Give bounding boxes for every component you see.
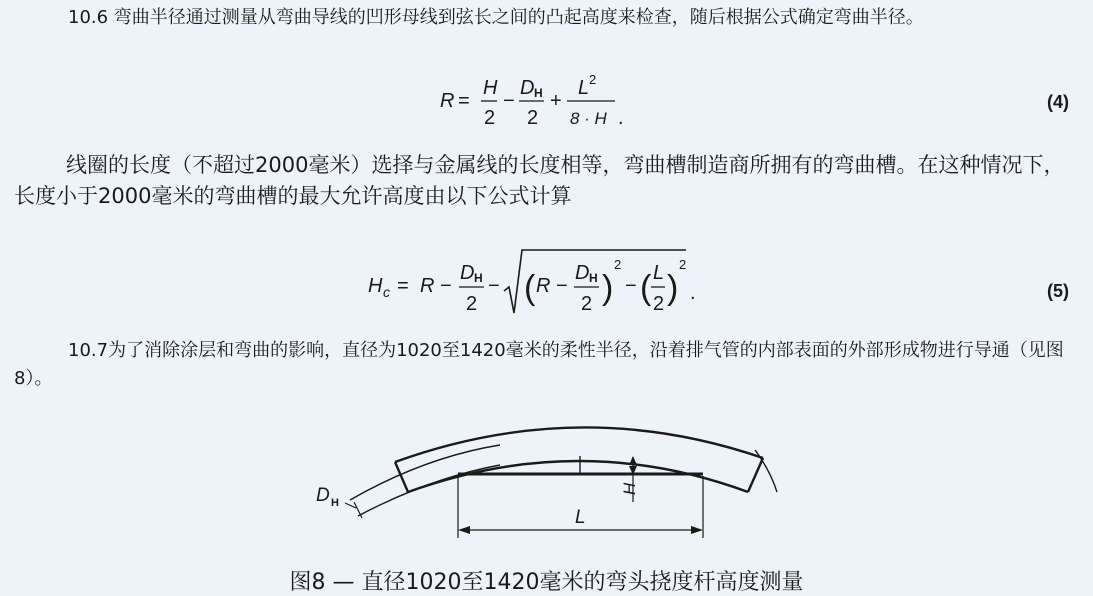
equation-5-number: (5)	[1047, 281, 1069, 301]
paragraph-10-6: 10.6 弯曲半径通过测量从弯曲导线的凹形母线到弦长之间的凸起高度来检查，随后根据公式确定弯曲半径。	[68, 7, 924, 28]
figure-caption: 图8 — 直径1020至1420毫米的弯头挠度杆高度测量	[289, 570, 804, 595]
formula-4	[440, 72, 640, 132]
formula5-R-inner: R	[536, 275, 551, 297]
svg-text:(: (	[524, 269, 536, 307]
formula5-D-inner: D	[575, 262, 590, 284]
formula5-H: H	[368, 275, 383, 297]
paragraph-coil-length: 线圈的长度（不超过2000毫米）选择与金属线的长度相等，弯曲槽制造商所拥有的弯曲槽。在这种情况下，长度小于2000毫米的弯曲槽的最大允许高度由以下公式计算	[14, 153, 1065, 208]
formula5-two-L: 2	[653, 293, 665, 315]
formula4-R: R	[440, 90, 455, 112]
formula4-two-b: 2	[527, 107, 539, 129]
figure-label-D-sub: H	[331, 497, 339, 509]
formula5-c: c	[383, 284, 390, 300]
svg-text:−: −	[625, 275, 637, 297]
svg-text:−: −	[488, 275, 500, 297]
formula4-plus: +	[550, 90, 562, 112]
formula4-H: H	[483, 77, 498, 99]
formula4-D: D	[520, 77, 535, 99]
paragraph-10-7: 10.7为了消除涂层和弯曲的影响，直径为1020至1420毫米的柔性半径，沿着排气管的内部表面的外部形成物进行导通（见图8）。	[14, 340, 1064, 389]
formula4-eq: =	[458, 90, 470, 112]
figure-label-L: L	[575, 507, 586, 528]
figure-label-H: H	[620, 482, 639, 495]
formula5-D-inner-sub: H	[589, 271, 598, 285]
formula4-den: 8 · H	[570, 109, 607, 128]
figure-8-bend-diagram	[300, 400, 800, 550]
formula5-sq-a: 2	[614, 257, 622, 272]
figure-label-D: D	[316, 485, 330, 506]
formula5-D-sub: H	[474, 271, 483, 285]
formula5-two: 2	[466, 293, 478, 315]
svg-text:=: =	[397, 275, 409, 297]
svg-text:−: −	[556, 275, 568, 297]
svg-text:.: .	[690, 282, 696, 304]
svg-text:−: −	[440, 275, 452, 297]
formula5-L: L	[653, 262, 665, 284]
formula5-sq-b: 2	[679, 257, 687, 272]
formula4-D-sub: H	[534, 86, 543, 100]
pipe-left-end	[395, 462, 408, 492]
svg-text:): )	[602, 269, 614, 307]
svg-text:): )	[667, 269, 679, 307]
pipe-inner-arc	[408, 461, 748, 492]
equation-4-number: (4)	[1047, 92, 1069, 112]
formula4-minus: −	[503, 90, 515, 112]
formula4-two: 2	[484, 107, 496, 129]
formula5-R: R	[420, 275, 435, 297]
formula5-two-inner: 2	[581, 293, 593, 315]
svg-text:(: (	[640, 269, 652, 307]
formula4-sq: 2	[589, 72, 597, 87]
pipe-right-end	[748, 458, 763, 492]
formula4-L: L	[578, 77, 590, 99]
formula4-dot: .	[618, 107, 624, 129]
formula5-D: D	[460, 262, 475, 284]
formula-5	[368, 247, 698, 322]
